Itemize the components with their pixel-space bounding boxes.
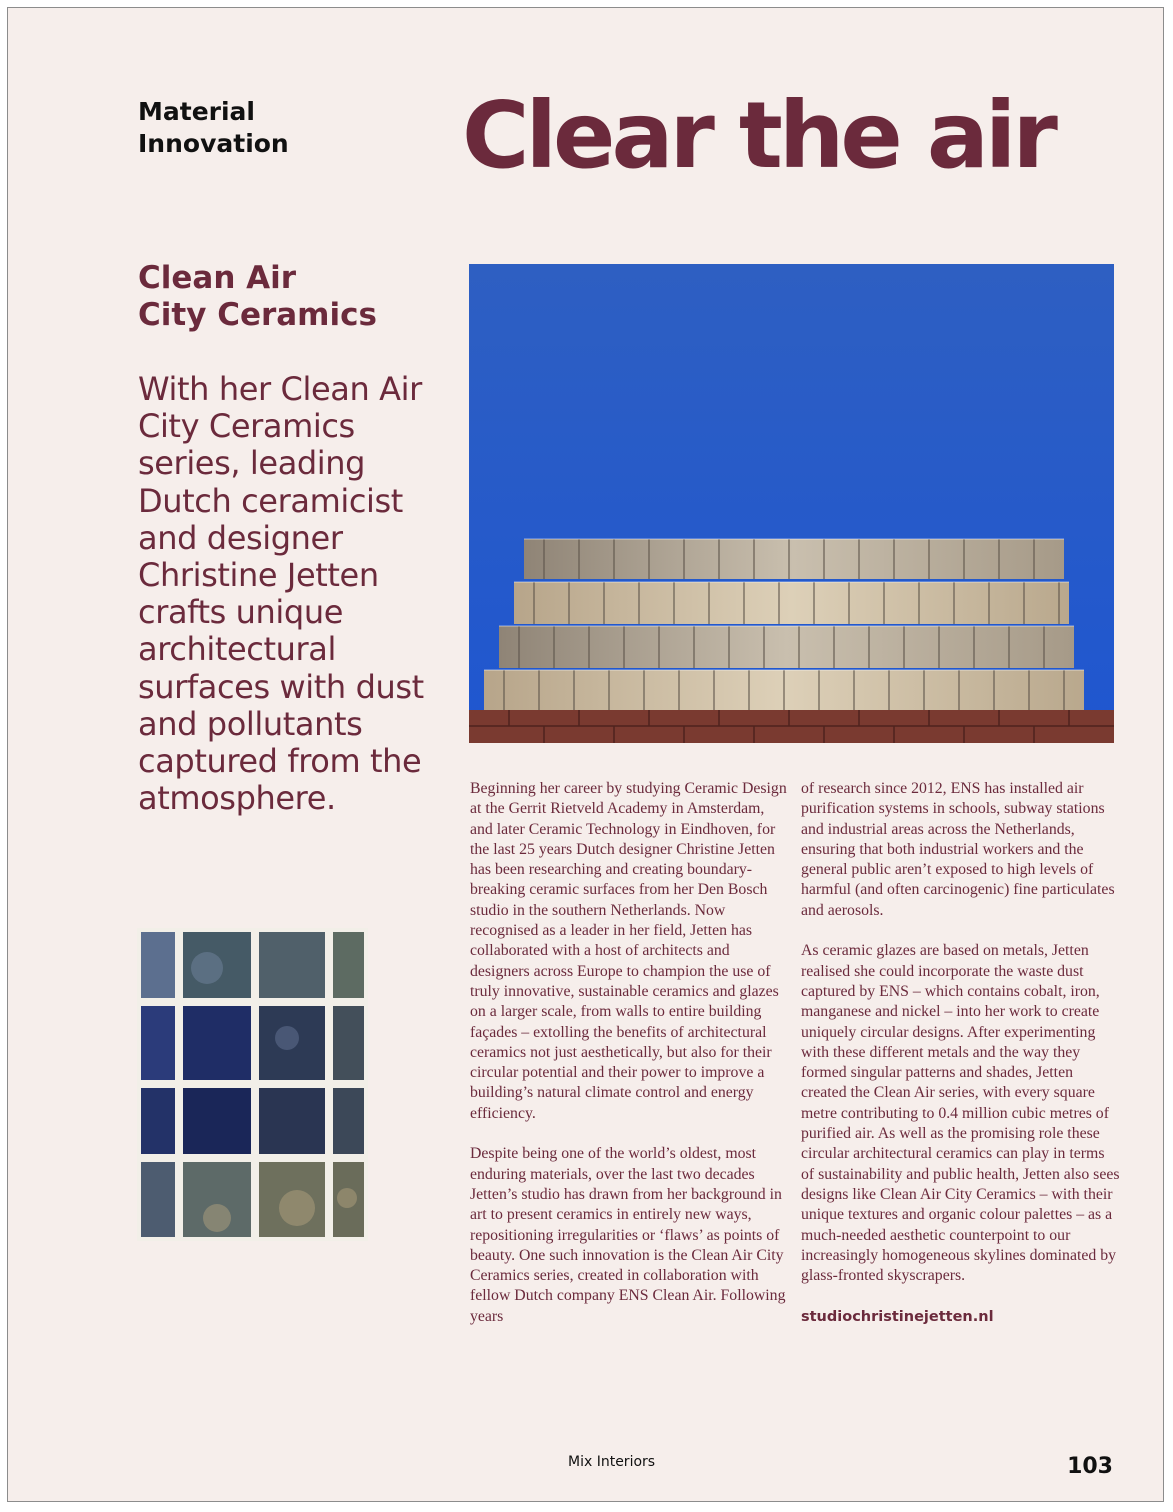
body-paragraph: Despite being one of the world’s oldest, most enduring materials, over the last two decades Jetten’s studio has drawn from her background in art to present ceramics in entirely new ways, repositioning irregularities or ‘flaws’ as points of beauty. One such innovation is the Clean Air City Ceramics series, created in collaboration with fellow Dutch company ENS Clean Air. Following years <box>470 1145 786 1325</box>
body-column-right <box>801 779 1121 1327</box>
article-subtitle <box>138 260 458 334</box>
standfirst: With her Clean Air City Ceramics series, leading Dutch ceramicist and designer Christine Jetten crafts unique architectural surfaces with dust and pollutants captured from the atmosphere. <box>138 370 424 818</box>
page-number: 103 <box>1067 1454 1113 1479</box>
article-title: Clear the air <box>462 82 1054 189</box>
section-label <box>138 96 398 160</box>
body-paragraph: As ceramic glazes are based on metals, Jetten realised she could incorporate the waste dust captured by ENS – which contains cobalt, iron, manganese and nickel – into her work to create uniquely circular designs. After experimenting with these different metals and the way they formed singular patterns and shades, Jetten created the Clean Air series, with every square metre contributing to 0.4 million cubic metres of purified air. As well as the promising role these circular architectural ceramics can play in terms of sustainability and public health, Jetten also sees designs like Clean Air City Ceramics – with their unique textures and organic colour palettes – as a much-needed aesthetic counterpoint to our increasingly homogeneous skylines dominated by glass-fronted skyscrapers. <box>801 942 1120 1285</box>
section-label-line1: Material <box>138 97 255 126</box>
studio-website-link[interactable]: studiochristinejetten.nl <box>801 1308 994 1325</box>
subtitle-line2: City Ceramics <box>138 297 377 333</box>
ceramic-facade-photo <box>469 264 1114 743</box>
glazed-tiles-photo <box>137 928 368 1241</box>
body-column-left <box>470 779 790 1347</box>
magazine-page <box>7 7 1164 1502</box>
publication-name: Mix Interiors <box>568 1454 656 1470</box>
subtitle-line1: Clean Air <box>138 260 297 296</box>
body-paragraph: of research since 2012, ENS has installed air purification systems in schools, subway stations and industrial areas across the Netherlands, ensuring that both industrial workers and the general public aren’t exposed to high levels of harmful (and often carcinogenic) fine particulates and aerosols. <box>801 780 1115 919</box>
section-label-line2: Innovation <box>138 129 289 158</box>
body-paragraph: Beginning her career by studying Ceramic Design at the Gerrit Rietveld Academy in Amsterdam, and later Ceramic Technology in Eindhoven, for the last 25 years Dutch designer Christine Jetten has been researching and creating boundary-breaking ceramic surfaces from her Den Bosch studio in the southern Netherlands. Now recognised as a leader in her field, Jetten has collaborated with a host of architects and designers across Europe to champion the use of truly innovative, sustainable ceramics and glazes on a larger scale, from walls to entire building façades – extolling the benefits of architectural ceramics not just aesthetically, but also for their circular potential and their power to improve a building’s natural climate control and energy efficiency. <box>470 780 787 1122</box>
brick-base <box>469 710 1114 743</box>
